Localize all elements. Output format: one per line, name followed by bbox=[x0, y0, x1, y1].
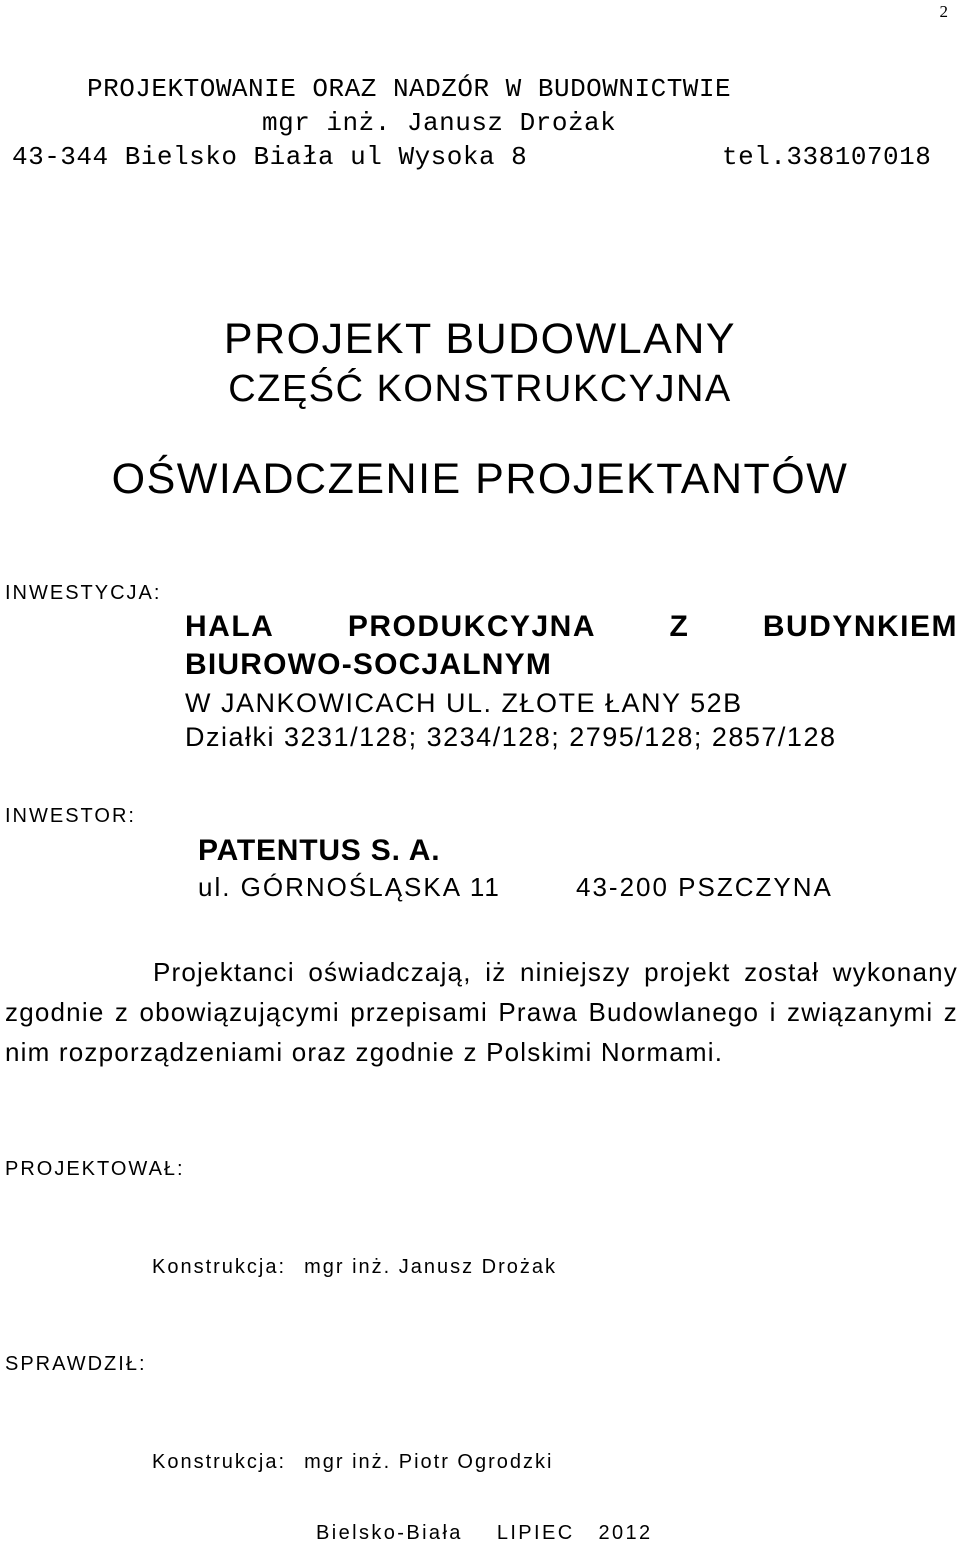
checked-by-label: SPRAWDZIŁ: bbox=[5, 1353, 147, 1375]
firm-phone: tel.338107018 bbox=[722, 142, 932, 172]
designer-name: mgr inż. Janusz Drożak bbox=[304, 1256, 558, 1278]
investment-word: Z bbox=[669, 610, 690, 643]
firm-contact bbox=[12, 140, 932, 174]
firm-address: 43-344 Bielsko Biała ul Wysoka 8 bbox=[12, 142, 528, 172]
firm-owner: mgr inż. Janusz Drożak bbox=[262, 108, 617, 138]
designed-by-label: PROJEKTOWAŁ: bbox=[5, 1158, 185, 1180]
investment-word: HALA bbox=[185, 610, 275, 643]
statement-title: OŚWIADCZENIE PROJEKTANTÓW bbox=[111, 455, 849, 503]
footer-place: Bielsko-Biała bbox=[316, 1522, 463, 1544]
designer-role: Konstrukcja: bbox=[152, 1256, 287, 1278]
investor-label: INWESTOR: bbox=[5, 805, 136, 827]
investment-word: BUDYNKIEM bbox=[762, 610, 958, 643]
checker-signature-row bbox=[152, 1451, 553, 1474]
investor-name: PATENTUS S. A. bbox=[198, 834, 441, 867]
declaration-text: Projektanci oświadczają, iż niniejszy projekt został wykonany zgodnie z obowiązującymi przepisami Prawa Budowlanego i związanymi z nim rozporządzeniami oraz zgodnie z Polskimi Normami. bbox=[5, 957, 958, 1067]
footer-date: LIPIEC 2012 bbox=[496, 1522, 653, 1544]
page-number: 2 bbox=[939, 2, 948, 21]
investor-street: ul. GÓRNOŚLĄSKA 11 bbox=[198, 872, 501, 902]
investment-line-2: BIUROWO-SOCJALNYM bbox=[185, 648, 553, 681]
checker-role: Konstrukcja: bbox=[152, 1451, 287, 1473]
designer-signature-row bbox=[152, 1256, 557, 1279]
project-title: PROJEKT BUDOWLANY bbox=[223, 315, 737, 363]
investment-word: PRODUKCYJNA bbox=[347, 610, 597, 643]
footer-place-date bbox=[316, 1522, 653, 1545]
investment-label: INWESTYCJA: bbox=[5, 582, 162, 604]
investor-address bbox=[198, 872, 833, 903]
investment-line-1 bbox=[185, 610, 958, 644]
investor-city: 43-200 PSZCZYNA bbox=[576, 872, 833, 902]
investment-plots: Działki 3231/128; 3234/128; 2795/128; 2857/128 bbox=[185, 722, 837, 752]
checker-name: mgr inż. Piotr Ogrodzki bbox=[304, 1451, 554, 1473]
investment-address: W JANKOWICACH UL. ZŁOTE ŁANY 52B bbox=[185, 688, 743, 718]
project-part: CZĘŚĆ KONSTRUKCYJNA bbox=[228, 368, 732, 410]
firm-name: PROJEKTOWANIE ORAZ NADZÓR W BUDOWNICTWIE bbox=[87, 74, 732, 104]
